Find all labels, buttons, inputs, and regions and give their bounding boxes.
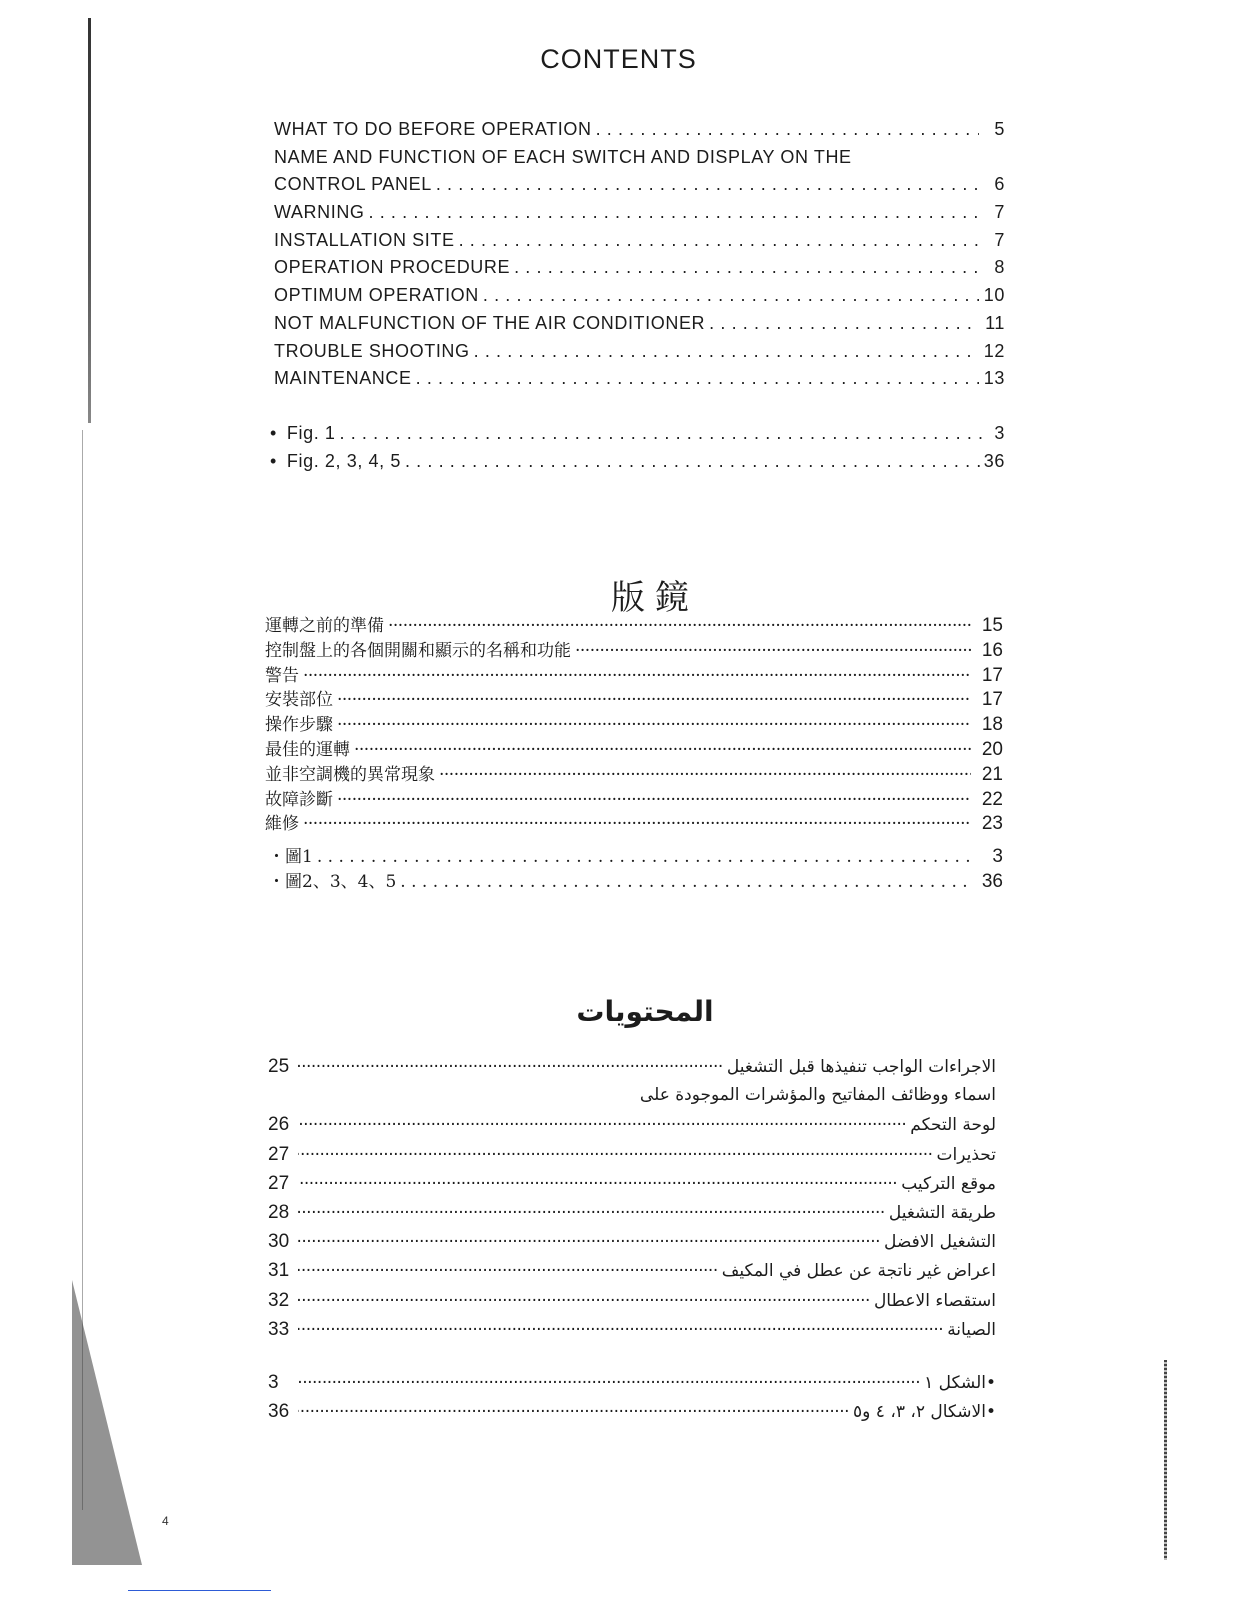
leader-dots bbox=[514, 254, 979, 282]
leader-dots bbox=[369, 199, 979, 227]
toc-entry-page: 22 bbox=[981, 788, 1003, 810]
chinese-toc-entry[interactable] bbox=[265, 738, 1003, 763]
leader-dots bbox=[298, 1053, 723, 1082]
toc-entry-page: 8 bbox=[994, 257, 1005, 278]
arabic-toc-entry[interactable] bbox=[268, 1198, 996, 1227]
toc-entry-label: الصيانة bbox=[947, 1319, 996, 1340]
toc-entry-page: 18 bbox=[981, 714, 1003, 736]
leader-dots bbox=[303, 812, 971, 837]
arabic-toc-entry[interactable] bbox=[268, 1052, 996, 1081]
arabic-toc-entry[interactable] bbox=[268, 1315, 996, 1344]
toc-entry-label: OPTIMUM OPERATION bbox=[274, 285, 479, 306]
leader-dots bbox=[416, 365, 979, 393]
toc-entry-page: 7 bbox=[994, 229, 1005, 250]
english-toc-entry[interactable] bbox=[274, 282, 1005, 310]
leader-dots bbox=[405, 448, 980, 476]
toc-entry-page: 28 bbox=[268, 1201, 290, 1223]
english-toc-entry[interactable] bbox=[274, 227, 1005, 255]
toc-entry-label: 運轉之前的準備 bbox=[265, 616, 384, 636]
toc-entry-label: طريقة التشغيل bbox=[888, 1202, 996, 1223]
toc-entry-page: 30 bbox=[268, 1231, 290, 1253]
toc-entry-label: •الشكل ١ bbox=[924, 1373, 996, 1393]
toc-entry-label: TROUBLE SHOOTING bbox=[274, 340, 470, 361]
chinese-figure-entry[interactable] bbox=[268, 845, 1003, 870]
chinese-toc-entry[interactable] bbox=[265, 788, 1003, 813]
leader-dots bbox=[575, 639, 971, 664]
toc-entry-page: 11 bbox=[985, 312, 1005, 333]
toc-entry-label: 操作步驟 bbox=[265, 715, 333, 736]
arabic-toc-entry[interactable] bbox=[268, 1286, 996, 1315]
leader-dots bbox=[303, 664, 971, 689]
chinese-toc-entry[interactable] bbox=[265, 664, 1003, 689]
chinese-toc-entry[interactable] bbox=[265, 614, 1003, 639]
toc-entry-page: 25 bbox=[268, 1056, 290, 1077]
english-toc-entry[interactable] bbox=[274, 365, 1005, 393]
chinese-toc-entry[interactable] bbox=[265, 713, 1003, 738]
arabic-toc-entry[interactable] bbox=[268, 1081, 996, 1110]
leader-dots bbox=[317, 845, 971, 870]
leader-dots bbox=[483, 282, 979, 310]
chinese-contents-title: 版鏡 bbox=[611, 578, 699, 618]
leader-dots bbox=[337, 713, 971, 738]
english-toc-entry[interactable] bbox=[274, 199, 1005, 227]
toc-entry-label: WHAT TO DO BEFORE OPERATION bbox=[274, 119, 592, 139]
arabic-toc-entry[interactable] bbox=[268, 1227, 996, 1256]
toc-entry-label: MAINTENANCE bbox=[274, 368, 412, 389]
scan-shadow bbox=[72, 1280, 142, 1565]
toc-entry-page: 10 bbox=[983, 285, 1005, 306]
toc-entry-label: 最佳的運轉 bbox=[265, 739, 350, 760]
english-toc-entry[interactable] bbox=[274, 254, 1005, 282]
toc-entry-page: 7 bbox=[994, 202, 1005, 223]
chinese-toc-list bbox=[265, 614, 1003, 837]
leader-dots bbox=[474, 338, 979, 366]
toc-entry-page: 13 bbox=[983, 368, 1005, 389]
arabic-figure-entry[interactable] bbox=[268, 1368, 996, 1397]
toc-entry-page: 20 bbox=[981, 738, 1003, 760]
leader-dots bbox=[459, 227, 979, 255]
toc-entry-label: CONTROL PANEL bbox=[274, 174, 432, 195]
arabic-toc-entry[interactable] bbox=[268, 1169, 996, 1198]
toc-entry-page: 36 bbox=[981, 870, 1003, 892]
leader-dots bbox=[388, 614, 971, 639]
toc-entry-label: ・圖1 bbox=[268, 847, 313, 867]
english-contents-title: CONTENTS bbox=[540, 44, 697, 74]
leader-dots bbox=[337, 688, 971, 713]
toc-entry-label: لوحة التحكم bbox=[910, 1115, 996, 1136]
toc-entry-label: الاجراءات الواجب تنفيذها قبل التشغيل bbox=[726, 1057, 996, 1077]
english-toc-entry[interactable] bbox=[274, 338, 1005, 366]
english-figure-entry[interactable] bbox=[270, 448, 1005, 476]
toc-entry-page: 15 bbox=[981, 615, 1003, 636]
toc-entry-page: 3 bbox=[992, 846, 1003, 867]
toc-entry-page: 21 bbox=[981, 763, 1003, 785]
toc-entry-label: 警告 bbox=[265, 665, 299, 686]
toc-entry-label: ・圖2、3、4、5 bbox=[268, 871, 397, 892]
toc-entry-label bbox=[270, 420, 336, 448]
toc-entry-label: 維修 bbox=[265, 814, 299, 835]
english-toc-entry[interactable] bbox=[274, 310, 1005, 338]
leader-dots bbox=[400, 870, 971, 895]
toc-entry-page: 3 bbox=[994, 423, 1005, 443]
arabic-toc-entry[interactable] bbox=[268, 1140, 996, 1169]
leader-dots bbox=[298, 1170, 897, 1199]
toc-entry-label: NOT MALFUNCTION OF THE AIR CONDITIONER bbox=[274, 312, 706, 333]
english-toc-list bbox=[274, 116, 1005, 393]
chinese-toc-entry[interactable] bbox=[265, 688, 1003, 713]
toc-entry-page: 16 bbox=[981, 639, 1003, 661]
arabic-toc-entry[interactable] bbox=[268, 1256, 996, 1285]
arabic-figure-entry[interactable] bbox=[268, 1397, 996, 1426]
english-figure-list bbox=[270, 420, 1005, 475]
toc-entry-page: 17 bbox=[981, 664, 1003, 686]
toc-entry-page: 6 bbox=[994, 174, 1005, 195]
english-toc-entry[interactable] bbox=[274, 116, 1005, 144]
english-toc-entry[interactable] bbox=[274, 144, 1005, 172]
toc-entry-page: 5 bbox=[994, 119, 1005, 139]
toc-entry-label: اسماء ووظائف المفاتيح والمؤشرات الموجودة على bbox=[639, 1085, 996, 1106]
bullet-icon: • bbox=[270, 423, 277, 443]
toc-entry-page: 3 bbox=[268, 1372, 279, 1393]
leader-dots bbox=[340, 420, 991, 448]
figure-label: Fig. 1 bbox=[286, 423, 336, 443]
chinese-toc-entry[interactable] bbox=[265, 763, 1003, 788]
bullet-icon: • bbox=[270, 450, 277, 471]
arabic-contents-title: المحتويات bbox=[576, 995, 714, 1028]
toc-entry-page: 27 bbox=[268, 1143, 290, 1165]
toc-entry-page: 26 bbox=[268, 1114, 290, 1136]
toc-entry-page: 23 bbox=[981, 813, 1003, 835]
leader-dots bbox=[436, 171, 979, 199]
toc-entry-page: 32 bbox=[268, 1289, 290, 1311]
toc-entry-label: NAME AND FUNCTION OF EACH SWITCH AND DISPLAY ON THE bbox=[274, 146, 852, 167]
toc-entry-label: التشغيل الافضل bbox=[884, 1232, 996, 1253]
toc-entry-label: 並非空調機的異常現象 bbox=[265, 764, 435, 785]
leader-dots bbox=[298, 1199, 885, 1228]
leader-dots bbox=[298, 1141, 933, 1170]
arabic-figure-list bbox=[268, 1368, 996, 1426]
chinese-toc-entry[interactable] bbox=[265, 639, 1003, 664]
toc-entry-page: 36 bbox=[268, 1401, 290, 1423]
toc-entry-label: 故障診斷 bbox=[265, 789, 333, 810]
figure-label: Fig. 2, 3, 4, 5 bbox=[286, 450, 401, 471]
leader-dots bbox=[298, 1111, 906, 1140]
english-figure-entry[interactable] bbox=[270, 420, 1005, 448]
toc-entry-label: استقصاء الاعطال bbox=[873, 1290, 996, 1311]
scan-binding-edge bbox=[88, 18, 91, 423]
scan-right-edge bbox=[1164, 1360, 1167, 1560]
chinese-toc-entry[interactable] bbox=[265, 812, 1003, 837]
toc-entry-label: تحذيرات bbox=[936, 1144, 996, 1165]
toc-entry-page: 36 bbox=[983, 450, 1005, 471]
toc-entry-label bbox=[270, 448, 401, 476]
toc-entry-page: 12 bbox=[983, 340, 1005, 361]
toc-entry-label: WARNING bbox=[274, 202, 365, 223]
leader-dots bbox=[596, 116, 979, 144]
leader-dots bbox=[298, 1228, 880, 1257]
leader-dots bbox=[337, 788, 971, 813]
toc-entry-label: •الاشكال ٢، ٣، ٤ و٥ bbox=[853, 1402, 996, 1423]
chinese-figure-entry[interactable] bbox=[268, 870, 1003, 895]
toc-entry-page: 17 bbox=[981, 689, 1003, 711]
english-toc-entry[interactable] bbox=[274, 171, 1005, 199]
page-number: 4 bbox=[162, 1514, 169, 1528]
toc-entry-label: OPERATION PROCEDURE bbox=[274, 257, 511, 278]
leader-dots bbox=[298, 1398, 849, 1427]
underline-link-artifact bbox=[128, 1590, 271, 1591]
toc-entry-page: 31 bbox=[268, 1260, 290, 1282]
toc-entry-page: 33 bbox=[268, 1318, 290, 1340]
leader-dots bbox=[298, 1287, 870, 1316]
toc-entry-page: 27 bbox=[268, 1172, 290, 1194]
leader-dots bbox=[298, 1369, 920, 1398]
leader-dots bbox=[709, 310, 979, 338]
toc-entry-label: اعراض غير ناتجة عن عطل في المكيف bbox=[721, 1261, 996, 1282]
leader-dots bbox=[298, 1257, 718, 1286]
arabic-toc-list bbox=[268, 1052, 996, 1344]
toc-entry-label: 控制盤上的各個開關和顯示的名稱和功能 bbox=[265, 640, 571, 661]
leader-dots bbox=[439, 763, 971, 788]
toc-entry-label: موقع التركيب bbox=[901, 1173, 996, 1194]
toc-entry-label: INSTALLATION SITE bbox=[274, 229, 455, 250]
toc-entry-label: 安裝部位 bbox=[265, 690, 333, 711]
leader-dots bbox=[298, 1316, 943, 1345]
leader-dots bbox=[354, 738, 971, 763]
chinese-figure-list bbox=[268, 845, 1003, 895]
arabic-toc-entry[interactable] bbox=[268, 1110, 996, 1139]
